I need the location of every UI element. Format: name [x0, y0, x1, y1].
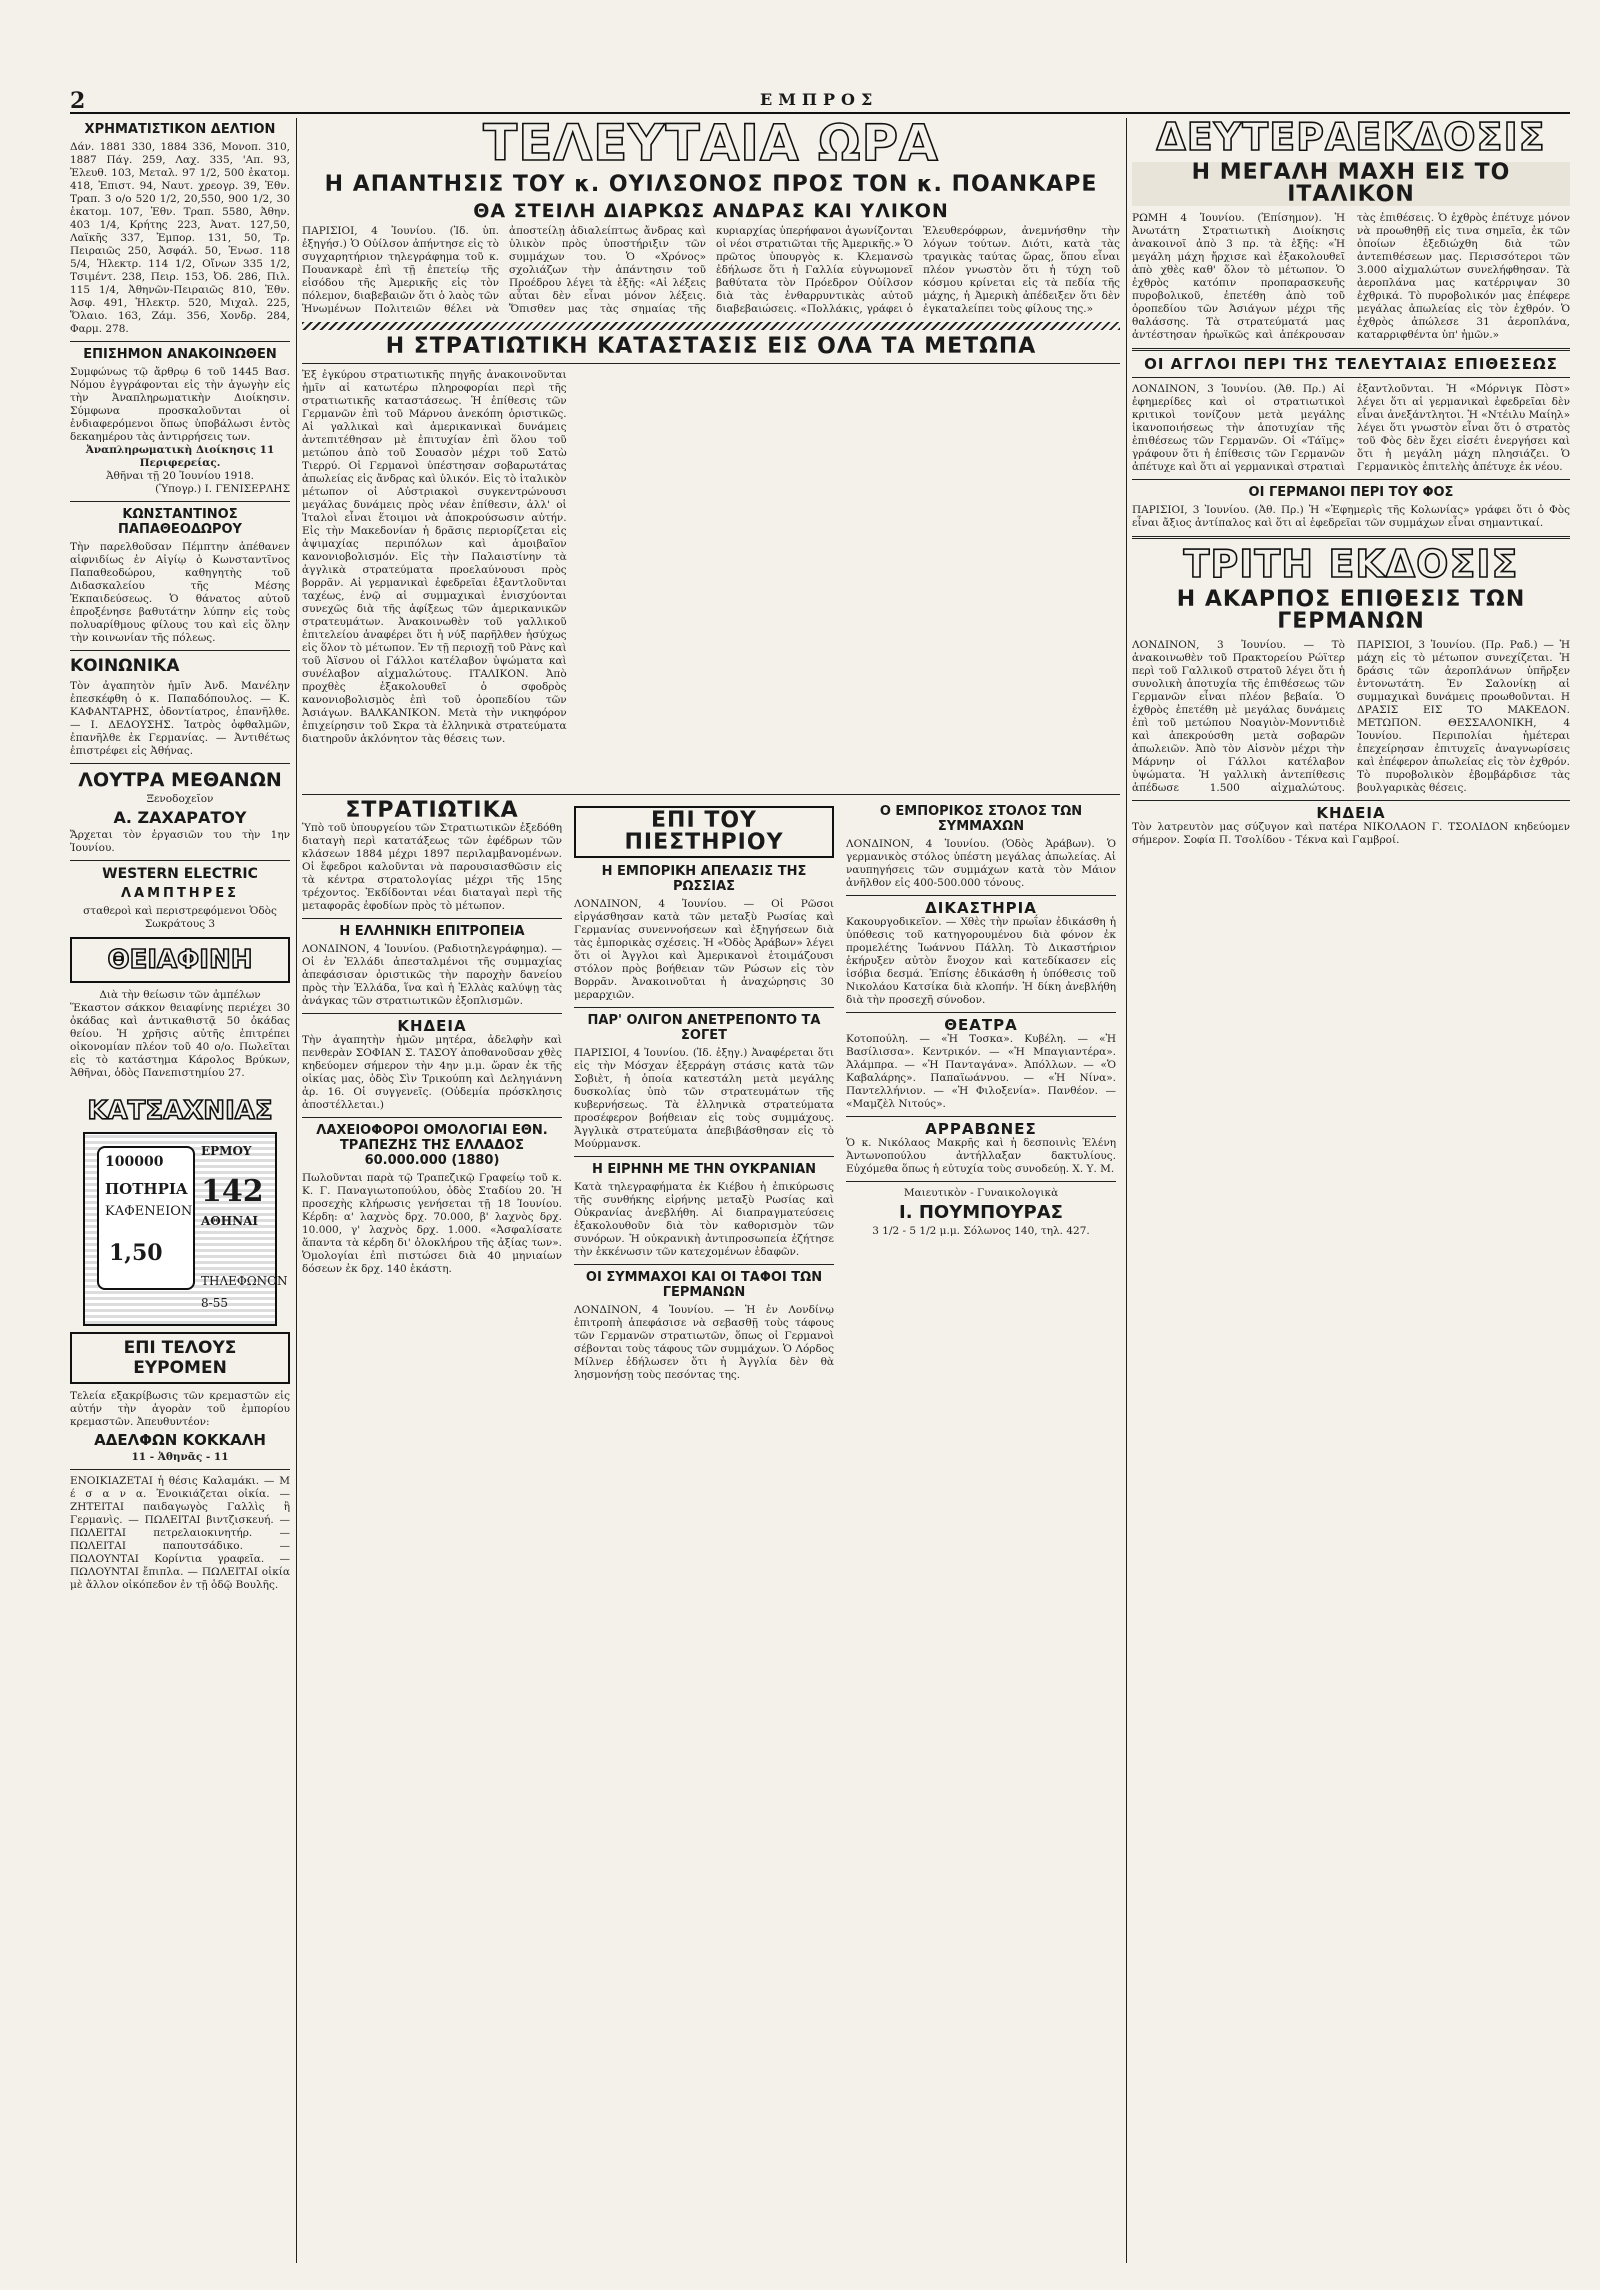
newspaper-name: ΕΜΠΡΟΣ [760, 90, 879, 109]
lower-center-left [302, 800, 562, 1382]
official-notice-signer: (Ὑπογρ.) Ι. ΓΕΝΙΣΕΡΛΗΣ [155, 483, 290, 495]
social-text: Τὸν ἀγαπητὸν ἡμῖν Ἀνδ. Μανέλην ἐπεσκέφθη ὁ κ. Παπαδόπουλος. — Κ. ΚΑΦΑΝΤΑΡΗΣ, ὁδοντίατρος, ἐπανῆλθε. — Ι. ΔΕΔΟΥΣΗΣ. Ἰατρὸς ὀφθαλμῶν, ἐπανῆλθε ἐκ Γερμανίας. — Ἀντιθέτως ἐπιστρέφει εἰς Ἀθήνας. [70, 680, 290, 757]
baths-ad-owner: Α. ΖΑΧΑΡΑΤΟΥ [113, 808, 247, 827]
coffee-tin-price: 1,50 [109, 1240, 163, 1266]
western-electric-title: WESTERN ELECTRIC [102, 866, 258, 882]
lottery-bonds-title: ΛΑΧΕΙΟΦΟΡΟΙ ΟΜΟΛΟΓΙΑΙ ΕΘΝ. ΤΡΑΠΕΖΗΣ ΤΗΣ ΕΛΛΑΔΟΣ 60.000.000 (1880) [316, 1123, 548, 1168]
lower-center-block [302, 800, 1120, 1382]
obituary-text: Τὴν παρελθοῦσαν Πέμπτην ἀπέθανεν αἰφνιδίως ἐν Αἰγίῳ ὁ Κωνσταντῖνος Παπαθεοδώρου, καθηγητὴς τοῦ Διδασκαλείου τῆς Μέσης Ἐκπαιδεύσεως. Ὁ θάνατος αὐτοῦ ἐπροξένησε βαθυτάτην λύπην εἰς τοὺς πολυαρίθμους φίλους του καὶ εἰς ὅλην τὴν κοινωνίαν τῆς πόλεως. [70, 541, 290, 644]
official-notice-signature: Ἀναπληρωματικὴ Διοίκησις 11 Περιφερείας. [85, 444, 275, 469]
ukraine-peace-title: Η ΕΙΡΗΝΗ ΜΕ ΤΗΝ ΟΥΚΡΑΝΙΑΝ [591, 1162, 817, 1177]
center-column [302, 118, 1120, 2263]
strategic-headline: Η ΣΤΡΑΤΙΩΤΙΚΗ ΚΑΤΑΣΤΑΣΙΣ ΕΙΣ ΟΛΑ ΤΑ ΜΕΤΩΠΑ [385, 334, 1037, 359]
allies-graves-title: ΟΙ ΣΥΜΜΑΧΟΙ ΚΑΙ ΟΙ ΤΑΦΟΙ ΤΩΝ ΓΕΡΜΑΝΩΝ [585, 1270, 823, 1300]
wilson-headline: Η ΑΠΑΝΤΗΣΙΣ ΤΟΥ κ. ΟΥΙΛΣΟΝΟΣ ΠΡΟΣ ΤΟΝ κ. ΠΟΑΝΚΑΡΕ [324, 172, 1098, 197]
wilson-article: ΠΑΡΙΣΙΟΙ, 4 Ἰουνίου. (Ἰδ. ὑπ. ἐξηγήσ.) Ὁ Οὐίλσον ἀπήντησε εἰς τὸ συγχαρητήριον τηλεγράφημα τοῦ κ. Πουανκαρὲ ἐπὶ τῇ ἐπετείῳ τῆς εἰσόδου τῆς Ἀμερικῆς εἰς τὸν πόλεμον, διαβεβαιῶν ὅτι ὁ λαὸς τῶν Ἡνωμένων Πολιτειῶν θέλει νὰ ἀποστείλῃ ἀδιαλείπτως ἄνδρας καὶ ὑλικὸν πρὸς ὑποστήριξιν τῶν συμμάχων του. Ὁ «Χρόνος» σχολιάζων τὴν ἀπάντησιν τοῦ Προέδρου λέγει τὰ ἑξῆς: «Αἱ λέξεις αὗται δὲν εἶναι μόνον λέξεις. Ὅπισθεν μας τὰς σημαίας τῆς κυριαρχίας ὑπερήφανοι ἀγωνίζονται οἱ νέοι στρατιῶται τῆς Ἀμερικῆς.» Ὁ πρῶτος ὑπουργὸς κ. Κλεμανσὼ ἐδήλωσε ὅτι ἡ Γαλλία εὐγνωμονεῖ βαθύτατα τὸν Πρόεδρον Οὐίλσον διὰ τὰς ἐνθαρρυντικὰς αὐτοῦ διαβεβαιώσεις. «Πολλάκις, γράφει ὁ Ἐλευθερόφρων, ἀνεμνήσθην τὴν λόγων τούτων. Διότι, κατὰ τὰς τραγικὰς ταύτας ὥρας, ὅπου εἶναι πλέον γνωστὸν ὅτι ἡ τύχη τοῦ κόσμου κρίνεται εἰς τὰ πεδία τῆς μάχης, ἡ Ἀμερικὴ ἀπέδειξεν ὅτι δὲν ἐγκαταλείπει τοὺς φίλους της.» [302, 225, 1120, 315]
theiafini-text: Ἕκαστον σάκκον θειαφίνης περιέχει 30 ὀκάδας καὶ ἀντικαθιστᾷ 50 ὀκάδας θείου. Ἡ χρῆσις αὐτῆς ἐπιτρέπει οἰκονομίαν πλέον τοῦ 40 ο/ο. Πωλεῖται εἰς τὸ κατάστημα Κάρολος Βρύκων, Ἀθῆναι, ὁδὸς Πανεπιστημίου 27. [70, 1002, 290, 1079]
coffee-city: ΑΘΗΝΑΙ [201, 1214, 258, 1228]
lower-center-right [846, 800, 1116, 1382]
coffee-phone-label: ΤΗΛΕΦΩΝΟΝ [201, 1274, 288, 1288]
ukraine-peace-text: Κατὰ τηλεγραφήματα ἐκ Κιέβου ἡ ἐπικύρωσις τῆς συνθήκης εἰρήνης μεταξὺ Ρωσίας καὶ Οὐκρανίας ἀνεβλήθη. Αἱ διαπραγματεύσεις ἐξακολουθοῦν διὰ τὸν καθορισμὸν τῶν συνόρων. Ἡ οὐκρανικὴ ἀντιπροσωπεία ἐζήτησε τὴν ἐκκένωσιν τῶν κατεχομένων ἐδαφῶν. [574, 1181, 834, 1258]
stock-bulletin-title: ΧΡΗΜΑΤΙΣΤΙΚΟΝ ΔΕΛΤΙΟΝ [84, 122, 276, 137]
last-hour-banner: ΤΕΛΕΥΤΑΙΑ ΩΡΑ [483, 118, 939, 172]
theatres-title: ΘΕΑΤΡΑ [944, 1016, 1018, 1034]
doctor-name: Ι. ΠΟΥΜΠΟΥΡΑΣ [899, 1202, 1063, 1223]
page-number: 2 [70, 88, 86, 114]
press-subtitle: Η ΕΜΠΟΡΙΚΗ ΑΠΕΛΑΣΙΣ ΤΗΣ ΡΩΣΣΙΑΣ [601, 864, 807, 894]
theiafini-ad [70, 937, 290, 983]
greek-mission-text: ΛΟΝΔΙΝΟΝ, 4 Ἰουνίου. (Ραδιοτηλεγράφημα). — Οἱ ἐν Ἑλλάδι ἀπεσταλμένοι τῆς συμμαχίας ἀπεφάσισαν ὁριστικῶς τὴν παροχὴν δανείου πρὸς τὴν Ἑλλάδα, ἵνα καὶ ἡ Ἑλλὰς καλύψῃ τὰς ἀνάγκας τῶν στρατιωτικῶν ἐξοπλισμῶν. [302, 943, 562, 1007]
coffee-street-number: 142 [201, 1174, 264, 1209]
coffee-tin-cafe: ΚΑΦΕΝΕΙΟΝ [105, 1204, 193, 1219]
coffee-tin-ad [83, 1096, 288, 1326]
engagement-text: Ὁ κ. Νικόλαος Μακρῆς καὶ ἡ δεσποινὶς Ἑλένη Ἀντωνοπούλου ἀντήλλαξαν δακτυλίους. Εὐχόμεθα ὅπως ἡ εὐτυχία τοὺς συνοδεύῃ. Χ. Υ. Μ. [846, 1137, 1116, 1175]
courts-text: Κακουργοδικεῖον. — Χθὲς τὴν πρωΐαν ἐδικάσθη ἡ ὑπόθεσις τοῦ κατηγορουμένου διὰ φόνον ἐκ προμελέτης Ἰωάννου Πάλλη. Τὸ Δικαστήριον ἐκήρυξεν αὐτὸν ἔνοχον καὶ κατεδίκασεν εἰς ἰσόβια δεσμά. Ἐπίσης ἐδικάσθη ἡ ὑπόθεσις τοῦ Νικολάου Κατσίκα διὰ κλοπήν. Ἡ δίκη ἀνεβλήθη διὰ τὴν προσεχῆ σύνοδον. [846, 916, 1116, 1006]
second-edition-banner: ΔΕΥΤΕΡΑΕΚΔΟΣΙΣ [1156, 118, 1546, 159]
third-edition-banner: ΤΡΙΤΗ ΕΚΔΟΣΙΣ [1183, 542, 1519, 586]
found-ad-address: 11 - Ἀθηνᾶς - 11 [131, 1451, 229, 1463]
military-news-title: ΣΤΡΑΤΙΩΤΙΚΑ [345, 798, 519, 823]
courts-title: ΔΙΚΑΣΤΗΡΙΑ [925, 899, 1037, 917]
funeral-title: ΚΗΔΕΙΑ [1316, 804, 1386, 822]
press-title: ΕΠΙ ΤΟΥ ΠΙΕΣΤΗΡΙΟΥ [624, 808, 784, 855]
newspaper-page [70, 88, 1570, 2266]
western-electric-text: σταθεροὶ καὶ περιστρεφόμενοι Ὁδὸς Σωκράτους 3 [83, 905, 277, 930]
merchant-fleet-title: Ο ΕΜΠΟΡΙΚΟΣ ΣΤΟΛΟΣ ΤΩΝ ΣΥΜΜΑΧΩΝ [879, 804, 1083, 834]
theiafini-title: ΘΕΙΑΦΙΝΗ [107, 945, 253, 975]
british-attack-text: ΛΟΝΔΙΝΟΝ, 3 Ἰουνίου. (Ἀθ. Πρ.) Αἱ ἐφημερίδες καὶ οἱ στρατιωτικοὶ κριτικοὶ τονίζουν μετὰ μεγάλης ἱκανοποιήσεως τὴν ἀποτυχίαν τῆς ἐπιθέσεως τῶν Γερμανῶν. Οἱ «Τάϊμς» γράφουν ὅτι ἡ ἐπίθεσις τῶν Γερμανῶν ἀπέτυχε καὶ ὅτι αἱ γερμανικαὶ στρατιαὶ ἐξαντλοῦνται. Ἡ «Μόρνιγκ Πὸστ» λέγει ὅτι αἱ γερμανικαὶ ἐφεδρεῖαι δὲν εἶναι ἀνεξάντλητοι. Ἡ «Ντέιλυ Μαίηλ» λέγει ὅτι γνωστὸν εἶναι ὅτι ὁ στρατὸς τοῦ Φὸς δὲν ἔχει εἰσέτι ἐνεργήσει καὶ ὅτι ἡ μεγάλη μάχη πλησιάζει. Ὁ Γερμανικὸς ἐπιτελὴς ἀπέτυχε ἐκ νέου. [1132, 383, 1570, 473]
doctor-specialty: Μαιευτικὸν - Γυναικολογικὰ [903, 1187, 1059, 1199]
germans-foch-title: ΟΙ ΓΕΡΜΑΝΟΙ ΠΕΡΙ ΤΟΥ ΦΟΣ [1248, 485, 1454, 500]
masthead [70, 88, 1570, 114]
german-attack-headline: Η ΑΚΑΡΠΟΣ ΕΠΙΘΕΣΙΣ ΤΩΝ ΓΕΡΜΑΝΩΝ [1176, 587, 1526, 634]
coffee-brand: ΚΑΤΣΑΧΝΙΑΣ [87, 1096, 273, 1126]
allies-graves-text: ΛΟΝΔΙΝΟΝ, 4 Ἰουνίου. — Ἡ ἐν Λονδίνῳ ἐπιτροπὴ ἀπεφάσισε νὰ σεβασθῇ τοὺς τάφους τῶν Γερμανῶν στρατιωτῶν, ὅπως οἱ Γερμανοὶ σέβονται τοὺς τάφους τῶν συμμάχων. Ὁ Λόρδος Μίλνερ ἐδήλωσεν ὅτι ἡ Ἀγγλία δὲν θὰ λησμονήσῃ τοὺς πεσόντας της. [574, 1304, 834, 1381]
greek-mission-title: Η ΕΛΛΗΝΙΚΗ ΕΠΙΤΡΟΠΕΙΑ [339, 924, 525, 939]
deaths-title: ΚΗΔΕΙΑ [397, 1017, 467, 1035]
baths-ad-subtitle: Ξενοδοχεῖον [146, 793, 214, 805]
germans-foch-text: ΠΑΡΙΣΙΟΙ, 3 Ἰουνίου. (Ἀθ. Πρ.) Ἡ «Ἐφημερὶς τῆς Κολωνίας» γράφει ὅτι ὁ Φὸς εἶναι ἄξιος ἀντίπαλος καὶ ὅτι αἱ ἐφεδρεῖαι τῶν συμμάχων εἶναι σημαντικαί. [1132, 504, 1570, 529]
column-divider [296, 118, 297, 2263]
german-attack-text: ΛΟΝΔΙΝΟΝ, 3 Ἰουνίου. — Τὸ ἀνακοινωθὲν τοῦ Πρακτορείου Ρώϊτερ περὶ τοῦ Γαλλικοῦ στρατοῦ λέγει ὅτι ἡ συνολικὴ ἀποτυχία τῆς ἐπιθέσεως τῶν Γερμανῶν εἶναι πλέον βεβαία. Ὁ ἐχθρὸς ἐπετέθη μὲ μεγάλας δυνάμεις ἐπὶ τοῦ μετώπου Νοαγιὸν-Μονντιδιὲ καὶ ἀπεκρούσθη μετὰ σοβαρῶν ἀπωλειῶν. Ἀπὸ τὸν Αἰσνὸν μέχρι τὴν Μάρνην οἱ Γάλλοι κατέλαβον ὑψώματα. Ἡ γαλλικὴ ἀντεπίθεσις ἀπέδωσε 1.500 αἰχμαλώτους. ΠΑΡΙΣΙΟΙ, 3 Ἰουνίου. (Πρ. Ραδ.) — Ἡ μάχη εἰς τὸ μέτωπον συνεχίζεται. Ἡ δράσις τῶν ἀεροπλάνων ὑπῆρξεν ἐντονωτάτη. Ἐν Σαλονίκῃ αἱ συμμαχικαὶ δυνάμεις προωθοῦνται. Η ΔΡΑΣΙΣ ΕΙΣ ΤΟ ΜΑΚΕΔΟΝ. ΜΕΤΩΠΟΝ. ΘΕΣΣΑΛΟΝΙΚΗ, 4 Ἰουνίου. Περιπολίαι ἡμέτεραι ἐπεχείρησαν ἐπιτυχεῖς ἀναγνωρίσεις καὶ ἐπέφερον ἀπωλείας εἰς τὸν ἐχθρόν. Τὸ πυροβολικὸν ἐβομβάρδισε τὰς βουλγαρικὰς θέσεις. [1132, 639, 1570, 794]
column-divider [1126, 118, 1127, 2263]
official-notice-text: Συμφώνως τῷ ἄρθρῳ 6 τοῦ 1445 Βασ. Νόμου ἐγγράφονται εἰς τὴν ἀγωγὴν εἰς τὴν Ἀναπληρωματικὴν Διοίκησιν. Σύμφωνα προσκαλοῦνται οἱ ἐνδιαφερόμενοι ὅπως ὑποβάλωσι ἐντὸς δεκαημέρου τὰς ἀντιρρήσεις των. [70, 366, 290, 443]
soviet-text: ΠΑΡΙΣΙΟΙ, 4 Ἰουνίου. (Ἰδ. ἐξηγ.) Ἀναφέρεται ὅτι εἰς τὴν Μόσχαν ἐξερράγη στάσις κατὰ τῶν Σοβιὲτ, ἡ ὁποία κατεστάλη μετὰ μεγάλης δυσκολίας ὑπὸ τῶν στρατευμάτων τῆς κυβερνήσεως. Τὰ ἑλληνικὰ στρατεύματα προσέφερον βοήθειαν εἰς τοὺς συμμάχους. Ἀγγλικὰ στρατεύματα ἀπεβιβάσθησαν εἰς τὸ Μούρμανσκ. [574, 1047, 834, 1150]
italian-front-text: ΡΩΜΗ 4 Ἰουνίου. (Ἐπίσημον). Ἡ Ἀνωτάτη Στρατιωτικὴ Διοίκησις ἀνακοινοῖ ἀπὸ 3 πρ. τὰ ἑξῆς: «Ἡ μεγάλη μάχη ἤρχισε καὶ ἐξακολουθεῖ ἀπὸ χθὲς καθ' ὅλον τὸ μέτωπον. Ὁ ἐχθρὸς κατόπιν προπαρασκευῆς πυροβολικοῦ, ἐπετέθη ἀπὸ τοῦ ὀροπεδίου τῶν Ἀσιάγων μέχρι τῆς θαλάσσης. Τὰ στρατεύματά μας ἀντέστησαν ἡρωϊκῶς καὶ ἀπέκρουσαν τὰς ἐπιθέσεις. Ὁ ἐχθρὸς ἐπέτυχε μόνον νὰ προωθηθῇ εἰς τινα σημεῖα, ἐκ τῶν ὁποίων ἐξεδιώχθη διὰ τῶν ἀντεπιθέσεων μας. Περισσότεροι τῶν 3.000 αἰχμαλώτων συνελήφθησαν. Τὰ ἀεροπλάνα μας κατέρριψαν 30 ἐχθρικά. Τὸ πυροβολικόν μας ἐπέφερε μεγάλας ἀπωλείας εἰς τὸν ἐχθρόν. Ὁ ἐχθρὸς ἀπώλεσε 31 ἀεροπλάνα, καταρριφθέντα ὑπ' ἡμῶν.» [1132, 212, 1570, 341]
obituary-title: ΚΩΝΣΤΑΝΤΙΝΟΣ ΠΑΠΑΘΕΟΔΩΡΟΥ [118, 507, 242, 537]
soviet-title: ΠΑΡ' ΟΛΙΓΟΝ ΑΝΕΤΡΕΠΟΝΤΟ ΤΑ ΣΟΓΕΤ [587, 1013, 821, 1043]
lower-center-middle [574, 800, 834, 1382]
left-column [70, 118, 290, 2263]
wilson-subhead: ΘΑ ΣΤΕΙΛΗ ΔΙΑΡΚΩΣ ΑΝΔΡΑΣ ΚΑΙ ΥΛΙΚΟΝ [473, 200, 949, 222]
military-news-text: Ὑπὸ τοῦ ὑπουργείου τῶν Στρατιωτικῶν ἐξεδόθη διαταγὴ περὶ κατατάξεως τῶν ἐφέδρων τῶν κλάσεων 1884 μέχρι 1897 περιλαμβανομένων. Οἱ ἔφεδροι καλοῦνται νὰ παρουσιασθῶσιν εἰς τὰ κέντρα στρατολογίας μέχρι τῆς 15ης τρέχοντος. Ἐκδίδονται νέαι διαταγαὶ περὶ τῆς μεταφορᾶς ἐφοδίων πρὸς τὸ μέτωπον. [302, 822, 562, 912]
press-text: ΛΟΝΔΙΝΟΝ, 4 Ἰουνίου. — Οἱ Ρῶσοι εἰργάσθησαν κατὰ τῶν μεταξὺ Ρωσίας καὶ Γερμανίας συνεννοήσεων καὶ ἐξηγήσεων διὰ τὰς ἐμπορικὰς σχέσεις. Ἡ «Ὀδὸς Ἀράβων» λέγει ὅτι οἱ Ἀγγλοι καὶ Ἀμερικανοὶ ἑτοιμάζουσι στόλον πρὸς βοήθειαν τῶν Ρώσων εἰς τὸν Βορρᾶν. Ἀνακοινοῦται ἡ ἀναχώρησις 30 μεραρχιῶν. [574, 898, 834, 1001]
found-ad-owner: ΑΔΕΛΦΩΝ ΚΟΚΚΑΛΗ [94, 1431, 266, 1449]
engagement-title: ΑΡΡΑΒΩΝΕΣ [925, 1120, 1037, 1138]
official-notice-title: ΕΠΙΣΗΜΟΝ ΑΝΑΚΟΙΝΩΘΕΝ [83, 347, 277, 362]
western-electric-subtitle: ΛΑΜΠΤΗΡΕΣ [121, 886, 239, 901]
strategic-article: Ἐξ ἐγκύρου στρατιωτικῆς πηγῆς ἀνακοινοῦνται ἡμῖν αἱ κατωτέρω πληροφορίαι περὶ τῆς στρατιωτικῆς καταστάσεως. Ἡ ἐπίθεσις τῶν Γερμανῶν ἐπὶ τοῦ Μάρνου ἀνεκόπη ὁριστικῶς. Αἱ γαλλικαὶ καὶ ἀμερικανικαὶ δυνάμεις ἀντεπιτέθησαν μὲ ἐπιτυχίαν ἐπὶ ὅλου τοῦ μετώπου ἀπὸ τοῦ Σουασὸν μέχρι τοῦ Σατὼ Τιερρύ. Οἱ Γερμανοὶ ὑπέστησαν σοβαρωτάτας ἀπωλείας εἰς ἄνδρας καὶ ὑλικόν. Εἰς τὸ ἰταλικὸν μέτωπον οἱ Αὐστριακοὶ συγκεντρώνουσι μεγάλας δυνάμεις πρὸς νέαν ἐπίθεσιν, ἀλλ' οἱ Ἰταλοὶ εἶναι ἕτοιμοι νὰ ἀποκρούσωσιν αὐτήν. Εἰς τὴν Μακεδονίαν ἡ δρᾶσις περιορίζεται εἰς ἀψιμαχίας περιπόλων καὶ ἀμοιβαῖον κανονιοβολισμόν. Εἰς τὴν Παλαιστίνην τὰ ἀγγλικὰ στρατεύματα προελαύνουσι πρὸς βορρᾶν. Αἱ γερμανικαὶ ἐφεδρεῖαι ἐξαντλοῦνται ταχέως, ἐνῷ αἱ συμμαχικαὶ ἐνισχύονται συνεχῶς διὰ τῆς ἀφίξεως τῶν ἀμερικανικῶν στρατευμάτων. Ἀνακοινωθὲν τοῦ γαλλικοῦ ἐπιτελείου ἀναφέρει ὅτι ἡ νύξ παρῆλθεν ἡσύχως εἰς ὅλον τὸ μέτωπον. Ἐν τῇ περιοχῇ τοῦ Ρὰνς καὶ τοῦ Ἀϊσνου οἱ Γάλλοι κατέλαβον ὑψώματα καὶ συνέλαβον αἰχμαλώτους. ΙΤΑΛΙΚΟΝ. Ἀπὸ προχθὲς ἐξακολουθεῖ ὁ σφοδρὸς κανονιοβολισμὸς ἐπὶ τοῦ ὀροπεδίου τῶν Ἀσιάγων. ΒΑΛΚΑΝΙΚΟΝ. Μετὰ τὴν νικηφόρον ἐπιχείρησιν τοῦ Σκρα τὰ ἑλληνικὰ στρατεύματα διατηροῦν ἀκλόνητον τὰς θέσεις των. [302, 369, 567, 745]
deaths-text: Τὴν ἀγαπητὴν ἡμῶν μητέρα, ἀδελφὴν καὶ πενθερὰν ΣΟΦΙΑΝ Σ. ΤΑΣΟΥ ἀποθανοῦσαν χθὲς κηδεύομεν σήμερον τὴν 4ην μ.μ. ὥραν ἐκ τῆς οἰκίας μας, ὁδὸς Σὶν Τρικούπη καὶ Δεληγιάννη ἀρ. 16. Οἱ συγγενεῖς. (Οὐδεμία πρόσκλησις ἀποστέλλεται.) [302, 1034, 562, 1111]
coffee-tin-cups: ΠΟΤΗΡΙΑ [105, 1180, 188, 1198]
found-ad-title: ΕΠΙ ΤΕΛΟΥΣ ΕΥΡΟΜΕΝ [123, 1338, 237, 1378]
found-ad-box [70, 1332, 290, 1384]
found-ad-text: Τελεία εξακρίβωσις τῶν κρεμαστῶν εἰς αὐτήν τὴν ἀγορὰν τοῦ ἐμπορίου κρεμαστῶν. Ἀπευθυντέον: [70, 1390, 290, 1428]
right-column [1132, 118, 1570, 2263]
official-notice-date: Ἀθῆναι τῇ 20 Ἰουνίου 1918. [105, 470, 255, 482]
theiafini-subtitle: Διὰ τὴν θείωσιν τῶν ἀμπέλων [99, 989, 261, 1001]
press-box [574, 806, 834, 858]
classified-ads: ΕΝΟΙΚΙΑΖΕΤΑΙ ἡ θέσις Καλαμάκι. — Μ έ σ α ν α. Ἐνοικιάζεται οἰκία. — ΖΗΤΕΙΤΑΙ παιδαγωγὸς Γαλλὶς ἢ Γερμανὶς. — ΠΩΛΕΙΤΑΙ βιντζισκευή. — ΠΩΛΕΙΤΑΙ πετρελαιοκινητήρ. — ΠΩΛΕΙΤΑΙ παπουτσάδικο. — ΠΩΛΟΥΝΤΑΙ Κορίντια γραφεῖα. — ΠΩΛΟΥΝΤΑΙ ἔπιπλα. — ΠΩΛΕΙΤΑΙ οἰκία μὲ ἄλλον οἰκόπεδον ἐν τῇ ὁδῷ Βουλῆς. [70, 1475, 290, 1591]
stock-bulletin-text: Δάν. 1881 330, 1884 336, Μονοπ. 310, 1887 Πάγ. 259, Λαχ. 335, 'Απ. 93, Ἐλευθ. 103, Μεταλ. 97 1/2, 500 ἐκατομ. 418, Ἐπιστ. 94, Ναυτ. χρεογρ. 39, Ἐθν. Τραπ. 3 ο/ο 520 1/2, 20,550, 900 1/2, 30 ἑκατομ. 107, Ἐθν. Τραπ. 5580, Ἀθην. 403 1/4, Κρήτης 223, Ἀνατ. 127,50, Λαϊκῆς 337, Ἐμπορ. 131, 50, Τρ. Πειραιῶς 250, Ἀσφάλ. 50, Ἑνωσ. 118 5/4, Ἡλεκτρ. 114 1/2, Οἴνων 335 1/2, Τσιμέντ. 238, Πειρ. 153, Ὀδ. 286, Πιλ. 115 1/4, Ἀθηνῶν-Πειραιῶς 810, Ἐθν. Ἀσφ. 491, Ἡλεκτρ. 520, Μιχαλ. 225, Ὅλαιο. 163, Ζάμ. 356, Χονδρ. 284, Φαρμ. 278. [70, 141, 290, 335]
italian-front-headline: Η ΜΕΓΑΛΗ ΜΑΧΗ ΕΙΣ ΤΟ ΙΤΑΛΙΚΟΝ [1132, 162, 1570, 206]
baths-ad-title: ΛΟΥΤΡΑ ΜΕΘΑΝΩΝ [78, 769, 282, 791]
lottery-bonds-text: Πωλοῦνται παρὰ τῷ Τραπεζικῷ Γραφείῳ τοῦ κ. Κ. Γ. Παναγιωτοπούλου, ὁδὸς Σταδίου 20. Ἡ προσεχὴς κλήρωσις γενήσεται τῇ 18 Ἰουνίου. Κέρδη: α' λαχνὸς δρχ. 70.000, β' λαχνὸς δρχ. 10.000, γ' λαχνὸς δρχ. 1.000. «Ἀσφαλίσατε ἅπαντα τὰ κέρδη δι' ὁλοκλήρου τῆς ἀξίας των». Ὁμολογίαι ἐπὶ πιστώσει διὰ 40 μηνιαίων δόσεων ἐκ δρχ. 140 ἑκάστη. [302, 1172, 562, 1275]
coffee-tin-number: 100000 [105, 1154, 164, 1170]
coffee-phone: 8-55 [201, 1296, 228, 1310]
funeral-text: Τὸν λατρευτὸν μας σύζυγον καὶ πατέρα ΝΙΚΟΛΑΟΝ Γ. ΤΣΟΛΙΔΟΝ κηδεύομεν σήμερον. Σοφία Π. Τσολίδου - Τέκνα καὶ Γαμβροί. [1132, 821, 1570, 846]
coffee-street: ΕΡΜΟΥ [201, 1144, 252, 1158]
ornamental-divider [302, 322, 1120, 330]
social-title: ΚΟΙΝΩΝΙΚΑ [70, 656, 180, 676]
british-attack-title: ΟΙ ΑΓΓΛΟΙ ΠΕΡΙ ΤΗΣ ΤΕΛΕΥΤΑΙΑΣ ΕΠΙΘΕΣΕΩΣ [1144, 355, 1558, 373]
theatres-text: Κοτοπούλη. — «Ἡ Τοσκα». Κυβέλη. — «Ἡ Βασίλισσα». Κεντρικόν. — «Ἡ Μπαγιαντέρα». Ἀλάμπρα. — «Ἡ Πανταγάνα». Ἀπόλλων. — «Ὁ Καβαλάρης». Παπαϊωάννου. — «Ἡ Νίνα». Παντελλήνιον. — «Ἡ Φιλοξενία». Πανθέον. — «Μαμζὲλ Νιτούς». [846, 1033, 1116, 1110]
baths-ad-text: Ἄρχεται τὸν ἐργασιῶν του τὴν 1ην Ἰουνίου. [70, 829, 290, 854]
doctor-address: 3 1/2 - 5 1/2 μ.μ. Σόλωνος 140, τηλ. 427. [872, 1225, 1090, 1237]
merchant-fleet-text: ΛΟΝΔΙΝΟΝ, 4 Ἰουνίου. (Ὁδὸς Ἀράβων). Ὁ γερμανικὸς στόλος ὑπέστη μεγάλας ἀπωλείας. Αἱ ναυπηγήσεις τῶν συμμάχων κατὰ τὸν Μάιον ἀνῆλθον εἰς 400-500.000 τόνους. [846, 838, 1116, 889]
